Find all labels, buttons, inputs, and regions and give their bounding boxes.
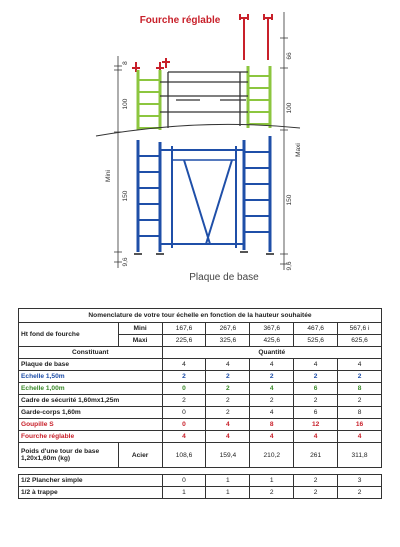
table-cell: 2 xyxy=(338,371,382,383)
table-cell: 267,6 xyxy=(206,323,250,335)
table-cell: 12 xyxy=(294,419,338,431)
table-cell: 2 xyxy=(206,371,250,383)
table-cell: 4 xyxy=(162,431,206,443)
table-cell: 4 xyxy=(250,407,294,419)
table-cell: 2 xyxy=(250,487,294,499)
constituant-name: Fourche réglable xyxy=(19,431,163,443)
table-cell: 16 xyxy=(338,419,382,431)
constituant-header: Constituant xyxy=(19,347,163,359)
height-label: Ht fond de fourche xyxy=(19,323,119,347)
weight-row xyxy=(19,443,382,468)
table-cell: 311,8 xyxy=(338,443,382,468)
plancher-label: 1/2 Plancher simple xyxy=(19,475,163,487)
table-cell: 0 xyxy=(162,383,206,395)
table-row xyxy=(19,359,382,371)
table-cell: 2 xyxy=(206,407,250,419)
guard-rails xyxy=(160,72,248,128)
table-cell: 3 xyxy=(338,475,382,487)
nomenclature-table-wrap xyxy=(18,308,382,499)
table-cell: 6 xyxy=(294,407,338,419)
table-cell: 2 xyxy=(338,395,382,407)
acier-label: Acier xyxy=(118,443,162,468)
table-cell: 2 xyxy=(294,475,338,487)
table-cell: 2 xyxy=(338,487,382,499)
table-cell: 567,6 i xyxy=(338,323,382,335)
plancher-row xyxy=(19,475,382,487)
table-cell: 467,6 xyxy=(294,323,338,335)
table-cell: 4 xyxy=(206,359,250,371)
table-cell: 8 xyxy=(250,419,294,431)
table-cell: 325,6 xyxy=(206,335,250,347)
dim-left-lower: 150 xyxy=(122,190,129,202)
trappe-row xyxy=(19,487,382,499)
table-spacer xyxy=(19,468,382,475)
constituant-name: Goupille S xyxy=(19,419,163,431)
table-row xyxy=(19,407,382,419)
table-cell: 2 xyxy=(162,395,206,407)
constituant-name: Cadre de sécurité 1,60mx1,25m xyxy=(19,395,163,407)
weight-label: Poids d'une tour de base 1,20x1,60m (kg) xyxy=(19,443,119,468)
dim-right-lower: 150 xyxy=(286,194,293,206)
table-cell: 108,6 xyxy=(162,443,206,468)
mini-label: Mini xyxy=(118,323,162,335)
table-cell: 225,6 xyxy=(162,335,206,347)
dim-left-mini: Mini xyxy=(105,170,112,182)
base-plate-label: Plaque de base xyxy=(189,272,259,283)
constituant-name: Echelle 1,00m xyxy=(19,383,163,395)
table-row xyxy=(19,383,382,395)
table-cell: 2 xyxy=(250,371,294,383)
table-cell: 4 xyxy=(338,359,382,371)
dim-left-base: 9,6 xyxy=(122,257,129,267)
dim-right-upper: 100 xyxy=(286,102,293,114)
table-cell: 159,4 xyxy=(206,443,250,468)
table-cell: 4 xyxy=(250,431,294,443)
table-row xyxy=(19,419,382,431)
table-row xyxy=(19,431,382,443)
dim-left-fork: 8 xyxy=(122,61,129,65)
lower-ladders-1-50m xyxy=(138,136,270,252)
quantite-header: Quantité xyxy=(162,347,381,359)
base-plates xyxy=(134,252,274,254)
constituant-name: Garde-corps 1,60m xyxy=(19,407,163,419)
table-cell: 4 xyxy=(250,383,294,395)
upper-ladders-1m xyxy=(138,66,270,130)
table-cell: 2 xyxy=(162,371,206,383)
table-cell: 2 xyxy=(206,395,250,407)
table-cell: 167,6 xyxy=(162,323,206,335)
table-cell: 1 xyxy=(250,475,294,487)
nomenclature-table xyxy=(18,308,382,499)
table-cell: 4 xyxy=(162,359,206,371)
table-cell: 1 xyxy=(162,487,206,499)
dim-right-fork: 66 xyxy=(286,52,293,60)
table-cell: 525,6 xyxy=(294,335,338,347)
table-cell: 4 xyxy=(294,431,338,443)
height-mini-row xyxy=(19,323,382,335)
table-cell: 2 xyxy=(206,383,250,395)
trappe-label: 1/2 à trappe xyxy=(19,487,163,499)
table-cell: 1 xyxy=(206,487,250,499)
table-row xyxy=(19,371,382,383)
table-cell: 425,6 xyxy=(250,335,294,347)
table-cell: 2 xyxy=(294,371,338,383)
table-title: Nomenclature de votre tour échelle en fonction de la hauteur souhaitée xyxy=(19,309,382,323)
dimension-right xyxy=(280,12,288,270)
table-cell: 625,6 xyxy=(338,335,382,347)
table-cell: 261 xyxy=(294,443,338,468)
dim-right-base: 9,6 xyxy=(286,261,293,271)
table-cell: 0 xyxy=(162,407,206,419)
fork-title: Fourche réglable xyxy=(139,15,221,26)
maxi-label: Maxi xyxy=(118,335,162,347)
table-cell: 8 xyxy=(338,407,382,419)
table-cell: 0 xyxy=(162,475,206,487)
table-row xyxy=(19,395,382,407)
table-cell: 8 xyxy=(338,383,382,395)
table-title-row xyxy=(19,309,382,323)
table-cell: 4 xyxy=(294,359,338,371)
table-cell: 4 xyxy=(338,431,382,443)
table-cell: 2 xyxy=(294,487,338,499)
table-cell: 1 xyxy=(206,475,250,487)
table-cell: 6 xyxy=(294,383,338,395)
table-cell: 4 xyxy=(206,419,250,431)
constituant-name: Echelle 1,50m xyxy=(19,371,163,383)
constituant-name: Plaque de base xyxy=(19,359,163,371)
table-cell: 2 xyxy=(250,395,294,407)
dimension-left xyxy=(114,56,122,268)
table-cell: 2 xyxy=(294,395,338,407)
table-cell: 210,2 xyxy=(250,443,294,468)
table-cell: 4 xyxy=(206,431,250,443)
table-cell: 4 xyxy=(250,359,294,371)
header-row xyxy=(19,347,382,359)
table-cell: 367,6 xyxy=(250,323,294,335)
dim-left-upper: 100 xyxy=(122,98,129,110)
table-cell: 0 xyxy=(162,419,206,431)
dim-right-maxi: Maxi xyxy=(295,143,302,157)
